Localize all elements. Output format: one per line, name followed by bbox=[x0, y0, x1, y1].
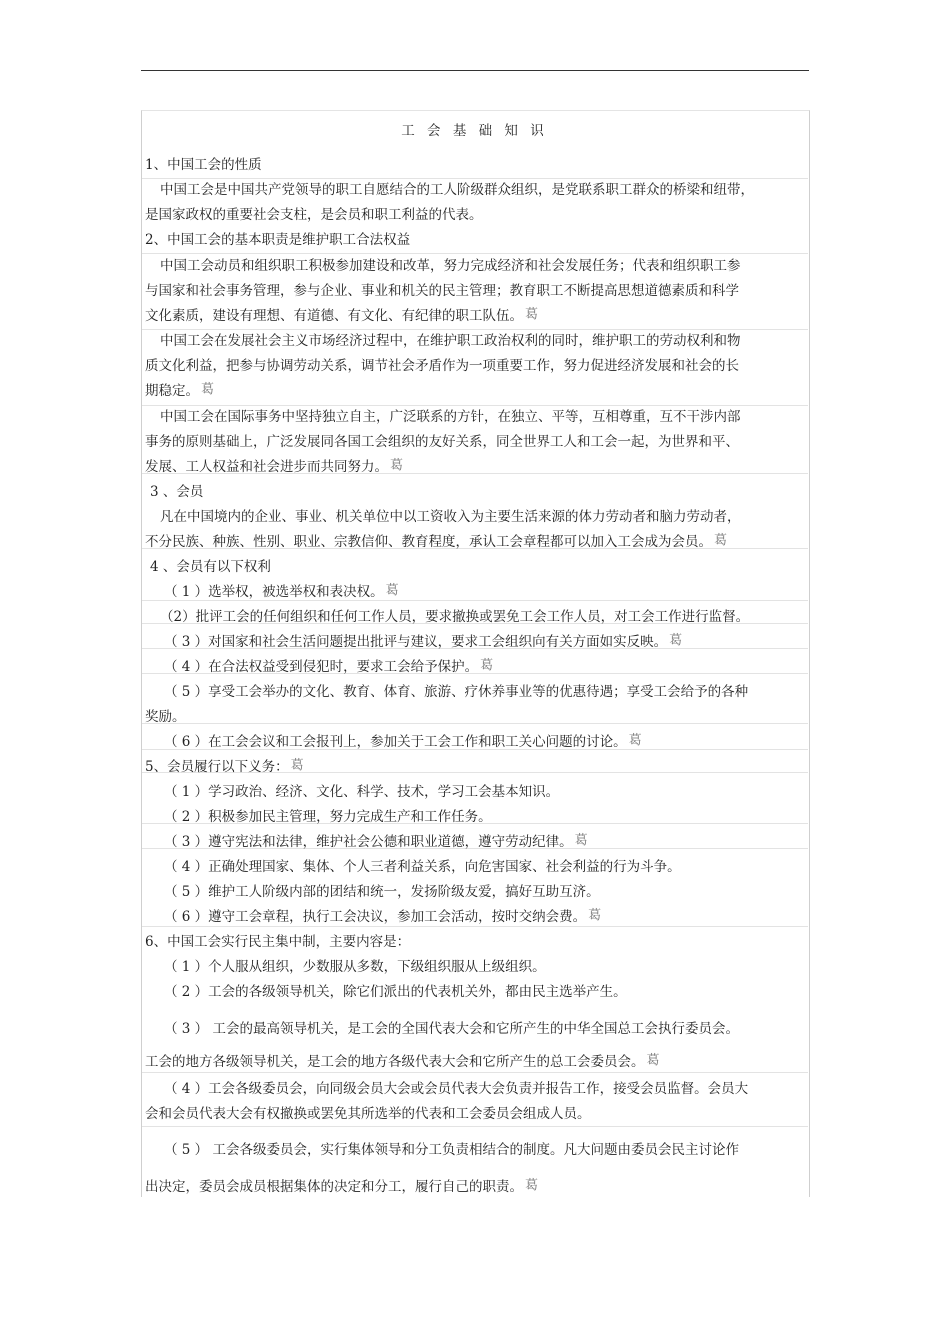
text-line bbox=[142, 407, 826, 429]
line-text: 会和会员代表大会有权撤换或罢免其所选举的代表和工会委员会组成人员。 bbox=[145, 1106, 591, 1122]
line-text: 6、中国工会实行民主集中制，主要内容是： bbox=[145, 934, 411, 950]
line-text: 文化素质，建设有理想、有道德、有文化、有纪律的职工队伍。 bbox=[145, 308, 523, 324]
end-mark: 葛 bbox=[628, 733, 642, 748]
text-line bbox=[142, 807, 830, 829]
text-line bbox=[142, 356, 811, 378]
line-text: 4 、会员有以下权利 bbox=[150, 559, 271, 575]
text-line bbox=[142, 582, 830, 604]
paragraph-separator bbox=[142, 253, 808, 254]
text-line bbox=[142, 882, 830, 904]
top-rule bbox=[141, 70, 809, 71]
line-text: （ 3 ）遵守宪法和法律，维护社会公德和职业道德，遵守劳动纪律。 bbox=[164, 834, 573, 850]
text-line bbox=[142, 1177, 811, 1199]
line-text: （ 1 ）选举权，被选举权和表决权。 bbox=[164, 584, 384, 600]
end-mark: 葛 bbox=[201, 382, 215, 397]
end-mark: 葛 bbox=[714, 533, 728, 548]
text-line bbox=[142, 256, 826, 278]
end-mark: 葛 bbox=[588, 908, 602, 923]
end-mark: 葛 bbox=[525, 1178, 539, 1193]
line-text: （ 4 ）正确处理国家、集体、个人三者利益关系，向危害国家、社会利益的行为斗争。 bbox=[164, 859, 681, 875]
text-line bbox=[142, 632, 830, 654]
paragraph-separator bbox=[142, 405, 808, 406]
text-line bbox=[142, 281, 811, 303]
text-line bbox=[142, 782, 830, 804]
text-line bbox=[142, 1104, 811, 1126]
line-text: 3 、会员 bbox=[150, 484, 204, 500]
end-mark: 葛 bbox=[480, 658, 494, 673]
line-text: 期稳定。 bbox=[145, 383, 199, 399]
text-line bbox=[142, 607, 826, 629]
line-text: （ 6 ）遵守工会章程，执行工会决议，参加工会活动，按时交纳会费。 bbox=[164, 909, 587, 925]
line-text: 1、中国工会的性质 bbox=[145, 157, 262, 173]
line-text: （ 3 ）对国家和社会生活问题提出批评与建议，要求工会组织向有关方面如实反映。 bbox=[164, 634, 668, 650]
text-line bbox=[142, 532, 811, 554]
text-line bbox=[142, 155, 811, 177]
text-line bbox=[142, 657, 830, 679]
text-line bbox=[142, 707, 811, 729]
paragraph-separator bbox=[142, 329, 808, 330]
text-line bbox=[142, 732, 830, 754]
line-text: （ 2 ）工会的各级领导机关，除它们派出的代表机关外，都由民主选举产生。 bbox=[164, 984, 627, 1000]
line-text: （ 6 ）在工会会议和工会报刊上，参加关于工会工作和职工关心问题的讨论。 bbox=[164, 734, 627, 750]
line-text: （ 1 ）学习政治、经济、文化、科学、技术，学习工会基本知识。 bbox=[164, 784, 560, 800]
paragraph-separator bbox=[142, 178, 808, 179]
text-line bbox=[142, 482, 816, 504]
line-text: 中国工会是中国共产党领导的职工自愿结合的工人阶级群众组织，是党联系职工群众的桥梁和纽带， bbox=[160, 182, 754, 198]
end-mark: 葛 bbox=[646, 1053, 660, 1068]
text-line bbox=[142, 832, 830, 854]
end-mark: 葛 bbox=[669, 633, 683, 648]
line-text: 凡在中国境内的企业、事业、机关单位中以工资收入为主要生活来源的体力劳动者和脑力劳动者， bbox=[160, 509, 741, 525]
line-text: 2、中国工会的基本职责是维护职工合法权益 bbox=[145, 232, 411, 248]
line-text: （ 2 ）积极参加民主管理，努力完成生产和工作任务。 bbox=[164, 809, 492, 825]
text-line bbox=[142, 205, 811, 227]
end-mark: 葛 bbox=[574, 833, 588, 848]
text-line bbox=[142, 957, 830, 979]
text-line bbox=[142, 682, 830, 704]
line-text: （ 3 ） 工会的最高领导机关，是工会的全国代表大会和它所产生的中华全国总工会执行委员会。 bbox=[164, 1021, 739, 1037]
line-text: 是国家政权的重要社会支柱，是会员和职工利益的代表。 bbox=[145, 207, 483, 223]
text-line bbox=[142, 381, 811, 403]
line-text: 事务的原则基础上，广泛发展同各国工会组织的友好关系，同全世界工人和工会一起，为世界和平、 bbox=[145, 434, 739, 450]
line-text: 工会的地方各级领导机关，是工会的地方各级代表大会和它所产生的总工会委员会。 bbox=[145, 1054, 645, 1070]
text-line bbox=[142, 757, 811, 779]
text-line bbox=[142, 457, 811, 479]
text-line bbox=[142, 1079, 830, 1101]
line-text: 出决定，委员会成员根据集体的决定和分工，履行自己的职责。 bbox=[145, 1179, 523, 1195]
line-text: （2）批评工会的任何组织和任何工作人员，要求撤换或罢免工会工作人员，对工会工作进行监督。 bbox=[160, 609, 750, 625]
line-text: 中国工会动员和组织职工积极参加建设和改革，努力完成经济和社会发展任务；代表和组织职工参 bbox=[160, 258, 741, 274]
text-line bbox=[142, 557, 816, 579]
line-text: （ 4 ）工会各级委员会，向同级会员大会或会员代表大会负责并报告工作，接受会员监督。会员大 bbox=[164, 1081, 749, 1097]
line-text: 中国工会在发展社会主义市场经济过程中，在维护职工政治权利的同时，维护职工的劳动权利和物 bbox=[160, 333, 741, 349]
text-line bbox=[142, 857, 830, 879]
text-line bbox=[142, 432, 811, 454]
line-text: 不分民族、种族、性别、职业、宗教信仰、教育程度，承认工会章程都可以加入工会成为会员。 bbox=[145, 534, 712, 550]
line-text: （ 5 ）享受工会举办的文化、教育、体育、旅游、疗休养事业等的优惠待遇；享受工会给予的各种 bbox=[164, 684, 749, 700]
end-mark: 葛 bbox=[385, 583, 399, 598]
line-text: 中国工会在国际事务中坚持独立自主，广泛联系的方针，在独立、平等，互相尊重，互不干涉内部 bbox=[160, 409, 741, 425]
paragraph-separator bbox=[142, 1126, 808, 1127]
end-mark: 葛 bbox=[525, 307, 539, 322]
text-line bbox=[142, 1052, 811, 1074]
line-text: （ 4 ）在合法权益受到侵犯时，要求工会给予保护。 bbox=[164, 659, 479, 675]
line-text: 5、会员履行以下义务： bbox=[145, 759, 289, 775]
line-text: 质文化利益，把参与协调劳动关系，调节社会矛盾作为一项重要工作，努力促进经济发展和社会的长 bbox=[145, 358, 739, 374]
line-text: （ 1 ）个人服从组织，少数服从多数，下级组织服从上级组织。 bbox=[164, 959, 546, 975]
line-text: （ 5 ） 工会各级委员会，实行集体领导和分工负责相结合的制度。凡大问题由委员会民主讨论作 bbox=[164, 1142, 739, 1158]
text-line bbox=[142, 932, 811, 954]
text-line bbox=[142, 230, 811, 252]
line-text: （ 5 ）维护工人阶级内部的团结和统一，发扬阶级友爱，搞好互助互济。 bbox=[164, 884, 600, 900]
text-line bbox=[142, 907, 830, 929]
line-text: 奖励。 bbox=[145, 709, 186, 725]
text-line bbox=[142, 982, 830, 1004]
end-mark: 葛 bbox=[390, 458, 404, 473]
text-line bbox=[142, 1140, 830, 1162]
end-mark: 葛 bbox=[290, 758, 304, 773]
text-line bbox=[142, 507, 826, 529]
text-line bbox=[142, 306, 811, 328]
line-text: 与国家和社会事务管理，参与企业、事业和机关的民主管理；教育职工不断提高思想道德素质和科学 bbox=[145, 283, 739, 299]
line-text: 发展、工人权益和社会进步而共同努力。 bbox=[145, 459, 388, 475]
text-line bbox=[142, 1019, 830, 1041]
text-line bbox=[142, 331, 826, 353]
text-line bbox=[142, 180, 826, 202]
document-title: 工 会 基 础 知 识 bbox=[401, 123, 548, 139]
